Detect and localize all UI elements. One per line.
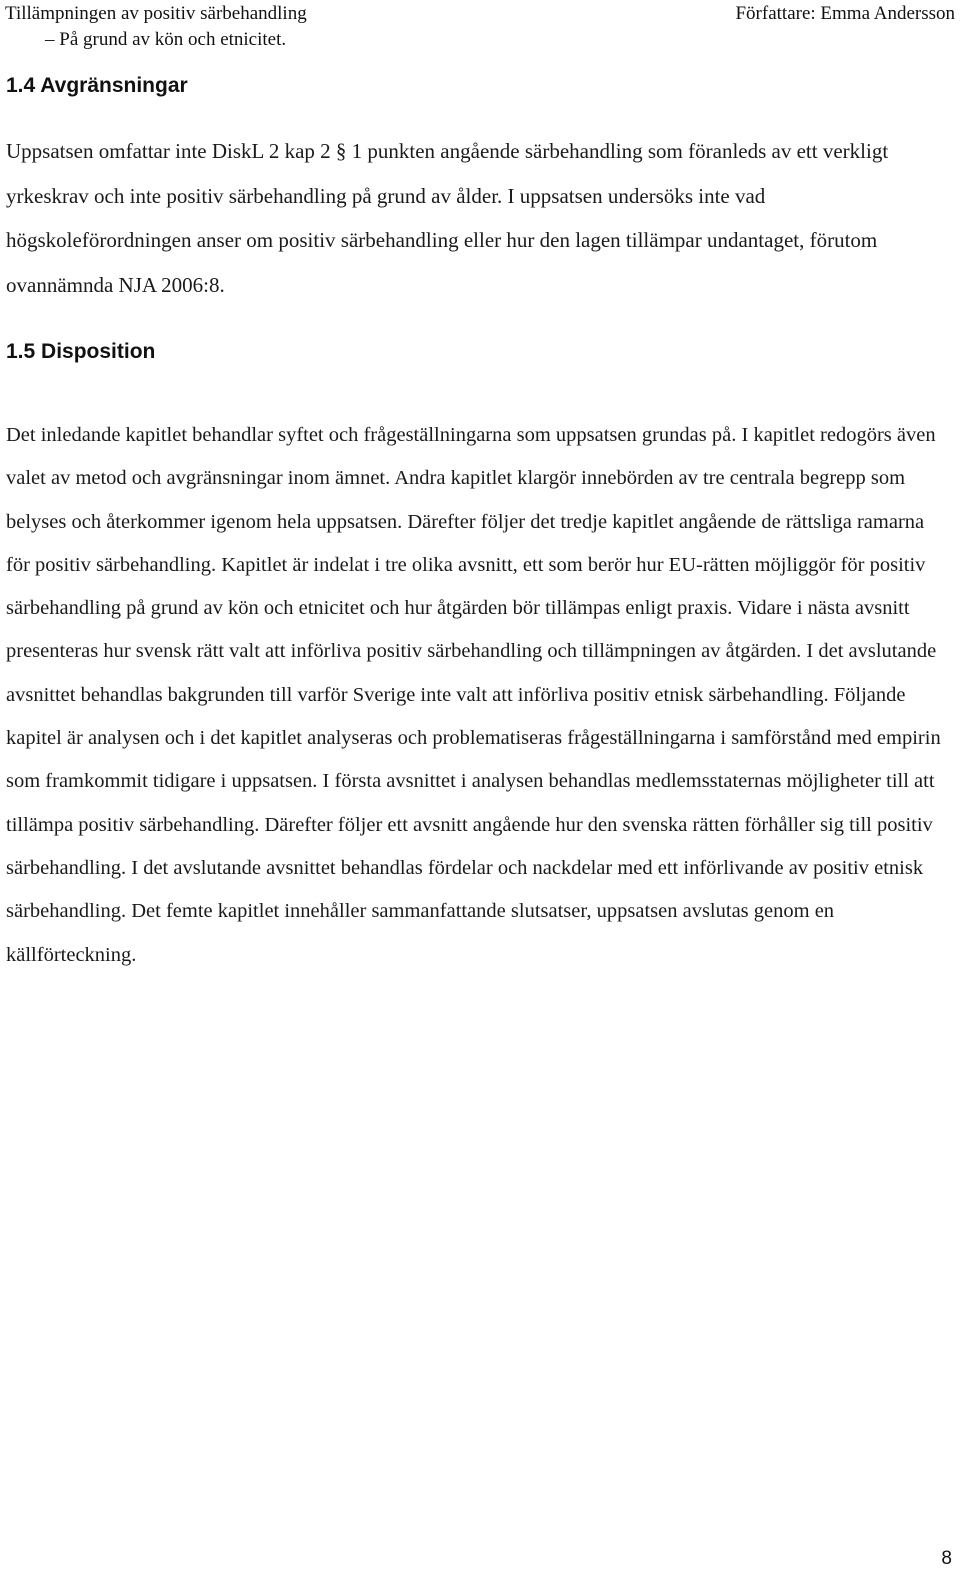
section-heading-avgransningar: 1.4 Avgränsningar xyxy=(6,74,188,97)
header-subtitle: – På grund av kön och etnicitet. xyxy=(45,29,287,50)
page-number: 8 xyxy=(941,1548,952,1569)
section-body-avgransningar: Uppsatsen omfattar inte DiskL 2 kap 2 § 1 punkten angående särbehandling som föranleds av ett verkligt yrkeskrav och inte positiv särbehandling på grund av ålder. I uppsatsen undersöks inte vad högskoleförordningen anser om positiv särbehandling eller hur den lagen tillämpar undantaget, förutom ovannämnda NJA 2006:8. xyxy=(6,139,889,297)
header-author: Författare: Emma Andersson xyxy=(735,3,955,24)
section-heading-disposition: 1.5 Disposition xyxy=(6,340,156,363)
header-title: Tillämpningen av positiv särbehandling xyxy=(5,3,307,24)
section-body-disposition: Det inledande kapitlet behandlar syftet och frågeställningarna som uppsatsen grundas på. I kapitlet redogörs även valet av metod och avgränsningar inom ämnet. Andra kapitlet klargör innebörden av tre centrala begrepp som belyses och återkommer igenom hela uppsatsen. Därefter följer det tredje kapitlet angående de rättsliga ramarna för positiv särbehandling. Kapitlet är indelat i tre olika avsnitt, ett som berör hur EU-rätten möjliggör för positiv särbehandling på grund av kön och etnicitet och hur åtgärden bör tillämpas enligt praxis. Vidare i nästa avsnitt presenteras hur svensk rätt valt att införliva positiv särbehandling och tillämpningen av åtgärden. I det avslutande avsnittet behandlas bakgrunden till varför Sverige inte valt att införliva positiv etnisk särbehandling. Följande kapitel är analysen och i det kapitlet analyseras och problematiseras frågeställningarna i samförstånd med empirin som framkommit tidigare i uppsatsen. I första avsnittet i analysen behandlas medlemsstaternas möjligheter till att tillämpa positiv särbehandling. Därefter följer ett avsnitt angående hur den svenska rätten förhåller sig till positiv särbehandling. I det avslutande avsnittet behandlas fördelar och nackdelar med ett införlivande av positiv etnisk särbehandling. Det femte kapitlet innehåller sammanfattande slutsatser, uppsatsen avslutas genom en källförteckning. xyxy=(6,424,941,966)
